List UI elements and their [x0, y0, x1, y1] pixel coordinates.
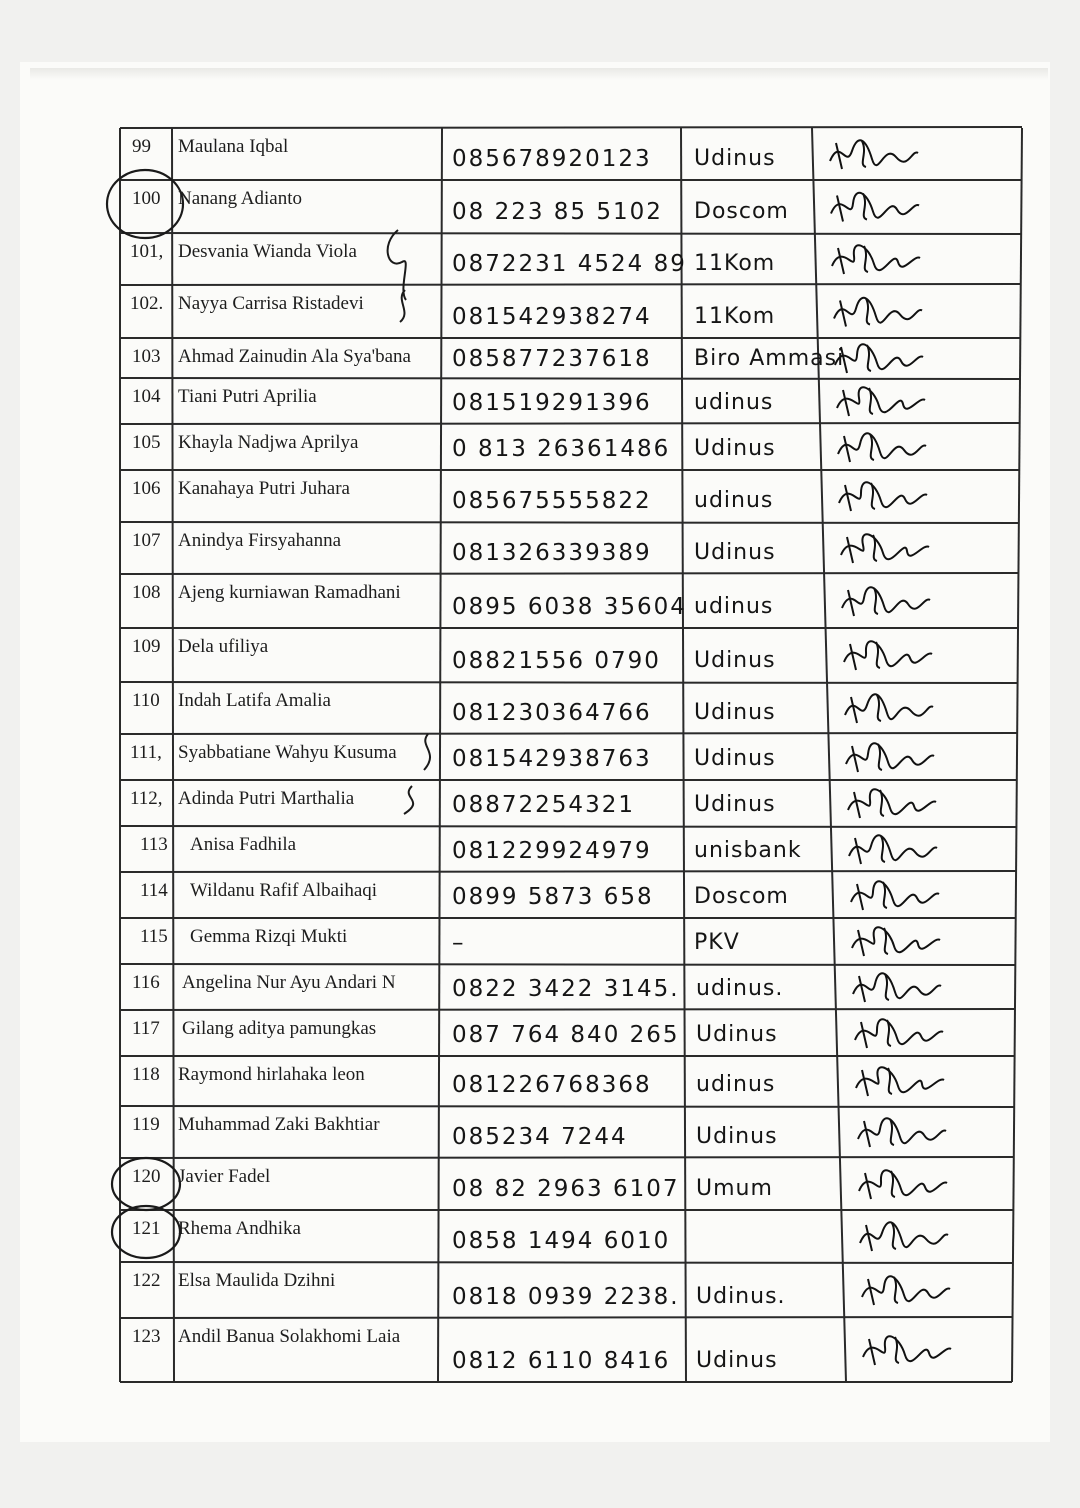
row-phone: 08872254321 [452, 792, 635, 818]
row-institution: Umum [696, 1176, 773, 1201]
row-name: Indah Latifa Amalia [178, 690, 331, 711]
row-name: Muhammad Zaki Bakhtiar [178, 1114, 380, 1135]
row-institution: Udinus [696, 1022, 778, 1047]
row-institution: Udinus [694, 436, 776, 461]
signature-icon [844, 916, 954, 968]
row-number: 120 [132, 1166, 161, 1187]
ink-squiggle-icon [388, 230, 406, 300]
row-name: Syabbatiane Wahyu Kusuma [178, 742, 397, 763]
signature-icon [843, 870, 953, 922]
signature-icon [850, 1104, 960, 1162]
row-phone: 0822 3422 3145. [452, 976, 680, 1002]
row-phone: 085234 7244 [452, 1124, 628, 1150]
row-name: Tiani Putri Aprilia [178, 386, 317, 407]
signature-icon [830, 422, 940, 474]
row-number: 112, [130, 788, 163, 809]
row-phone: 081519291396 [452, 390, 652, 416]
row-number: 113 [140, 834, 168, 855]
row-number: 104 [132, 386, 161, 407]
row-number: 106 [132, 478, 161, 499]
row-number: 119 [132, 1114, 160, 1135]
signature-icon [837, 680, 947, 738]
signature-icon [829, 376, 939, 428]
row-phone: 081226768368 [452, 1072, 652, 1098]
row-institution: Udinus [694, 746, 776, 771]
row-phone: 081229924979 [452, 838, 652, 864]
row-institution: PKV [694, 930, 740, 955]
row-institution: Udinus [694, 648, 776, 673]
row-number: 101, [130, 241, 164, 262]
row-institution: Udinus [696, 1124, 778, 1149]
signature-icon [840, 778, 950, 830]
row-number: 111, [130, 742, 162, 763]
row-phone: 085675555822 [452, 488, 652, 514]
signature-icon [834, 572, 944, 632]
signature-icon [831, 468, 941, 526]
row-name: Gemma Rizqi Mukti [190, 926, 348, 947]
row-number: 108 [132, 582, 161, 603]
row-institution: udinus [694, 488, 774, 513]
row-name: Ajeng kurniawan Ramadhani [178, 582, 401, 603]
ink-squiggle-icon [424, 734, 430, 770]
row-phone: 085678920123 [452, 146, 652, 172]
row-number: 100 [132, 188, 161, 209]
row-institution: unisbank [694, 838, 802, 863]
row-phone: 0872231 4524 89 [452, 251, 687, 277]
row-institution: Udinus [694, 540, 776, 565]
ink-squiggle-icon [404, 786, 413, 814]
row-institution: Udinus [694, 700, 776, 725]
row-number: 123 [132, 1326, 161, 1347]
row-name: Javier Fadel [178, 1166, 271, 1187]
row-institution: Biro Ammasi [694, 346, 845, 371]
signature-icon [833, 520, 943, 578]
row-phone: 087 764 840 265 [452, 1022, 680, 1048]
row-institution: Udinus [696, 1348, 778, 1373]
row-name: Andil Banua Solakhomi Laia [178, 1326, 401, 1347]
row-number: 105 [132, 432, 161, 453]
row-institution: 11Kom [694, 251, 776, 276]
row-phone: 081542938763 [452, 746, 652, 772]
row-institution: 11Kom [694, 304, 776, 329]
row-phone: 081230364766 [452, 700, 652, 726]
row-name: Kanahaya Putri Juhara [178, 478, 350, 499]
row-number: 102. [130, 293, 164, 314]
signature-icon [841, 824, 951, 876]
signature-icon [854, 1260, 964, 1322]
row-institution: udinus [694, 594, 774, 619]
row-number: 117 [132, 1018, 160, 1039]
row-number: 103 [132, 346, 161, 367]
row-institution: Doscom [694, 884, 789, 909]
signature-icon [823, 178, 933, 237]
row-phone: 0 813 26361486 [452, 436, 671, 462]
row-name: Ahmad Zainudin Ala Sya'bana [178, 346, 411, 367]
signature-icon [838, 732, 948, 784]
signature-icon [852, 1208, 962, 1266]
row-name: Anisa Fadhila [190, 834, 297, 855]
row-phone: 085877237618 [452, 346, 652, 372]
row-phone: 0858 1494 6010 [452, 1228, 671, 1254]
row-institution: udinus [694, 390, 774, 415]
signature-icon [826, 283, 936, 342]
row-name: Rhema Andhika [178, 1218, 301, 1239]
row-number: 110 [132, 690, 160, 711]
row-number: 121 [132, 1218, 161, 1239]
row-phone: 0818 0939 2238. [452, 1284, 680, 1310]
signature-icon [847, 1008, 957, 1060]
row-number: 118 [132, 1064, 160, 1085]
row-name: Raymond hirlahaka leon [178, 1064, 365, 1085]
signature-icon [855, 1316, 965, 1386]
row-institution: Udinus [694, 146, 776, 171]
row-number: 109 [132, 636, 161, 657]
row-name: Elsa Maulida Dzihni [178, 1270, 336, 1291]
row-phone: 081326339389 [452, 540, 652, 566]
row-phone: 0895 6038 35604 [452, 594, 687, 620]
signature-icon [848, 1054, 958, 1110]
row-name: Gilang aditya pamungkas [182, 1018, 377, 1039]
row-number: 114 [140, 880, 168, 901]
row-name: Anindya Firsyahanna [178, 530, 342, 551]
row-number: 122 [132, 1270, 161, 1291]
row-number: 107 [132, 530, 161, 551]
row-name: Nanang Adianto [178, 188, 303, 209]
row-phone: 08 82 2963 6107 [452, 1176, 680, 1202]
row-phone: 0899 5873 658 [452, 884, 654, 910]
row-institution: udinus [696, 1072, 776, 1097]
row-phone: 081542938274 [452, 304, 652, 330]
row-phone: – [452, 930, 466, 956]
row-phone: 08821556 0790 [452, 648, 661, 674]
row-phone: 08 223 85 5102 [452, 199, 663, 225]
signature-icon [836, 626, 946, 686]
signature-icon [845, 962, 955, 1014]
row-name: Khayla Nadjwa Aprilya [178, 432, 359, 453]
row-name: Wildanu Rafif Albaihaqi [190, 880, 378, 901]
row-institution: Udinus [694, 792, 776, 817]
row-name: Adinda Putri Marthalia [178, 788, 355, 809]
row-number: 116 [132, 972, 160, 993]
row-number: 115 [140, 926, 168, 947]
row-name: Desvania Wianda Viola [178, 241, 357, 262]
row-institution: Udinus. [696, 1284, 786, 1309]
row-phone: 0812 6110 8416 [452, 1348, 671, 1374]
row-name: Angelina Nur Ayu Andari N [182, 972, 396, 993]
row-institution: Doscom [694, 199, 789, 224]
signature-icon [824, 231, 934, 289]
row-number: 99 [132, 136, 151, 157]
row-name: Dela ufiliya [178, 636, 269, 657]
row-name: Nayya Carrisa Ristadevi [178, 293, 364, 314]
signature-icon [822, 126, 932, 184]
signature-icon [851, 1156, 961, 1214]
row-institution: udinus. [696, 976, 784, 1001]
row-name: Maulana Iqbal [178, 136, 289, 157]
